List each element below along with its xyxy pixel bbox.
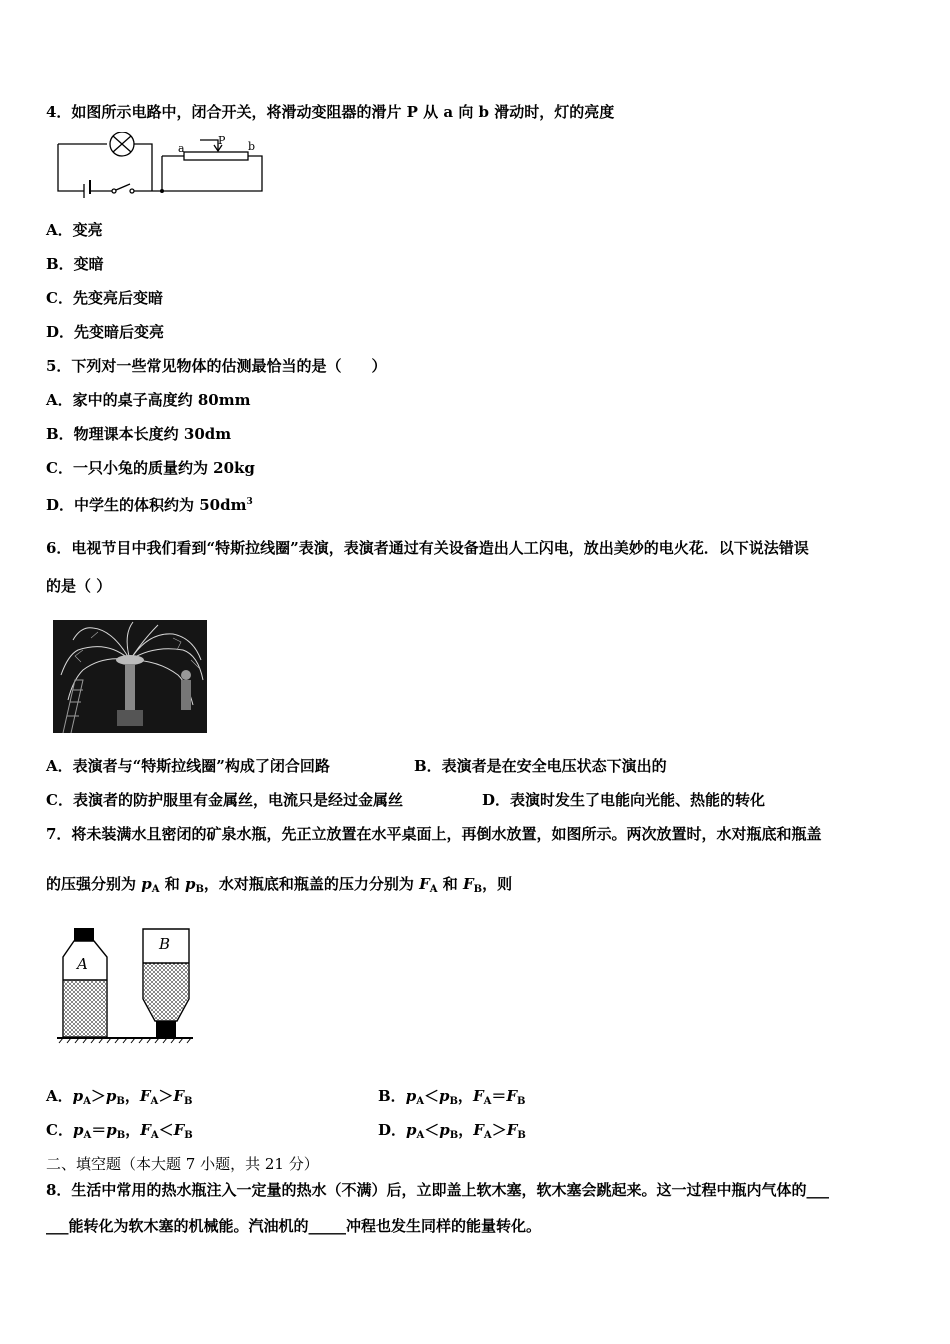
q7-option-c: C．$p_A=p_B$，$F_A<F_B$: [46, 1121, 193, 1141]
section-heading: 二、填空题（本大题 7 小题，共 21 分）: [46, 1155, 319, 1173]
q7-option-b: B．$p_A<p_B$，$F_A=F_B$: [378, 1087, 526, 1107]
q8-line1: 8．生活中常用的热水瓶注入一定量的热水（不满）后，立即盖上软木塞，软木塞会跳起来。这一过程中瓶内气体的___: [46, 1181, 829, 1199]
q4-option-a: A．变亮: [46, 221, 103, 239]
q6-stem-line1: 6．电视节目中我们看到“特斯拉线圈”表演，表演者通过有关设备造出人工闪电，放出美妙的电火花．以下说法错误: [46, 539, 809, 557]
label-b: b: [248, 140, 256, 153]
q6-option-c: C．表演者的防护服里有金属丝，电流只是经过金属丝: [46, 791, 403, 809]
q4-option-c: C．先变亮后变暗: [46, 289, 163, 307]
label-bottle-a: A: [77, 955, 88, 973]
label-p: P: [218, 134, 226, 147]
q6-option-b: B．表演者是在安全电压状态下演出的: [414, 757, 667, 775]
q6-option-d: D．表演时发生了电能向光能、热能的转化: [482, 791, 766, 809]
label-a: a: [178, 142, 185, 155]
q8-line2: ___能转化为软木塞的机械能。汽油机的_____冲程也发生同样的能量转化。: [46, 1217, 542, 1235]
q5-option-d: D．中学生的体积约为 $50dm^3$: [46, 496, 253, 514]
q7-option-d: D．$p_A<p_B$，$F_A>F_B$: [378, 1121, 526, 1141]
q5-option-c: C．一只小兔的质量约为 20kg: [46, 459, 255, 477]
tesla-coil-photo: [53, 620, 207, 733]
label-bottle-b: B: [159, 935, 171, 953]
q6-option-a: A．表演者与“特斯拉线圈”构成了闭合回路: [46, 757, 330, 775]
bottles-diagram: [55, 925, 195, 1045]
q4-option-d: D．先变暗后变亮: [46, 323, 165, 341]
q7-stem-line1: 7．将未装满水且密闭的矿泉水瓶，先正立放置在水平桌面上，再倒水放置，如图所示。两次放置时，水对瓶底和瓶盖: [46, 825, 822, 843]
q4-stem: 4．如图所示电路中，闭合开关，将滑动变阻器的滑片 P 从 a 向 b 滑动时，灯的亮度: [46, 103, 615, 121]
q7-option-a: A．$p_A>p_B$，$F_A>F_B$: [46, 1087, 193, 1107]
q7-stem-line2: 的压强分别为 $p_A$ 和 $p_B$，水对瓶底和瓶盖的压力分别为 $F_A$ 和 $F_B$，则: [46, 875, 513, 895]
q5-option-a: A．家中的桌子高度约 80mm: [46, 391, 251, 409]
q5-stem: 5．下列对一些常见物体的估测最恰当的是（ ）: [46, 357, 387, 375]
circuit-diagram: [50, 132, 270, 198]
q6-stem-line2: 的是（ ）: [46, 577, 112, 595]
q4-option-b: B．变暗: [46, 255, 104, 273]
q5-option-b: B．物理课本长度约 30dm: [46, 425, 232, 443]
